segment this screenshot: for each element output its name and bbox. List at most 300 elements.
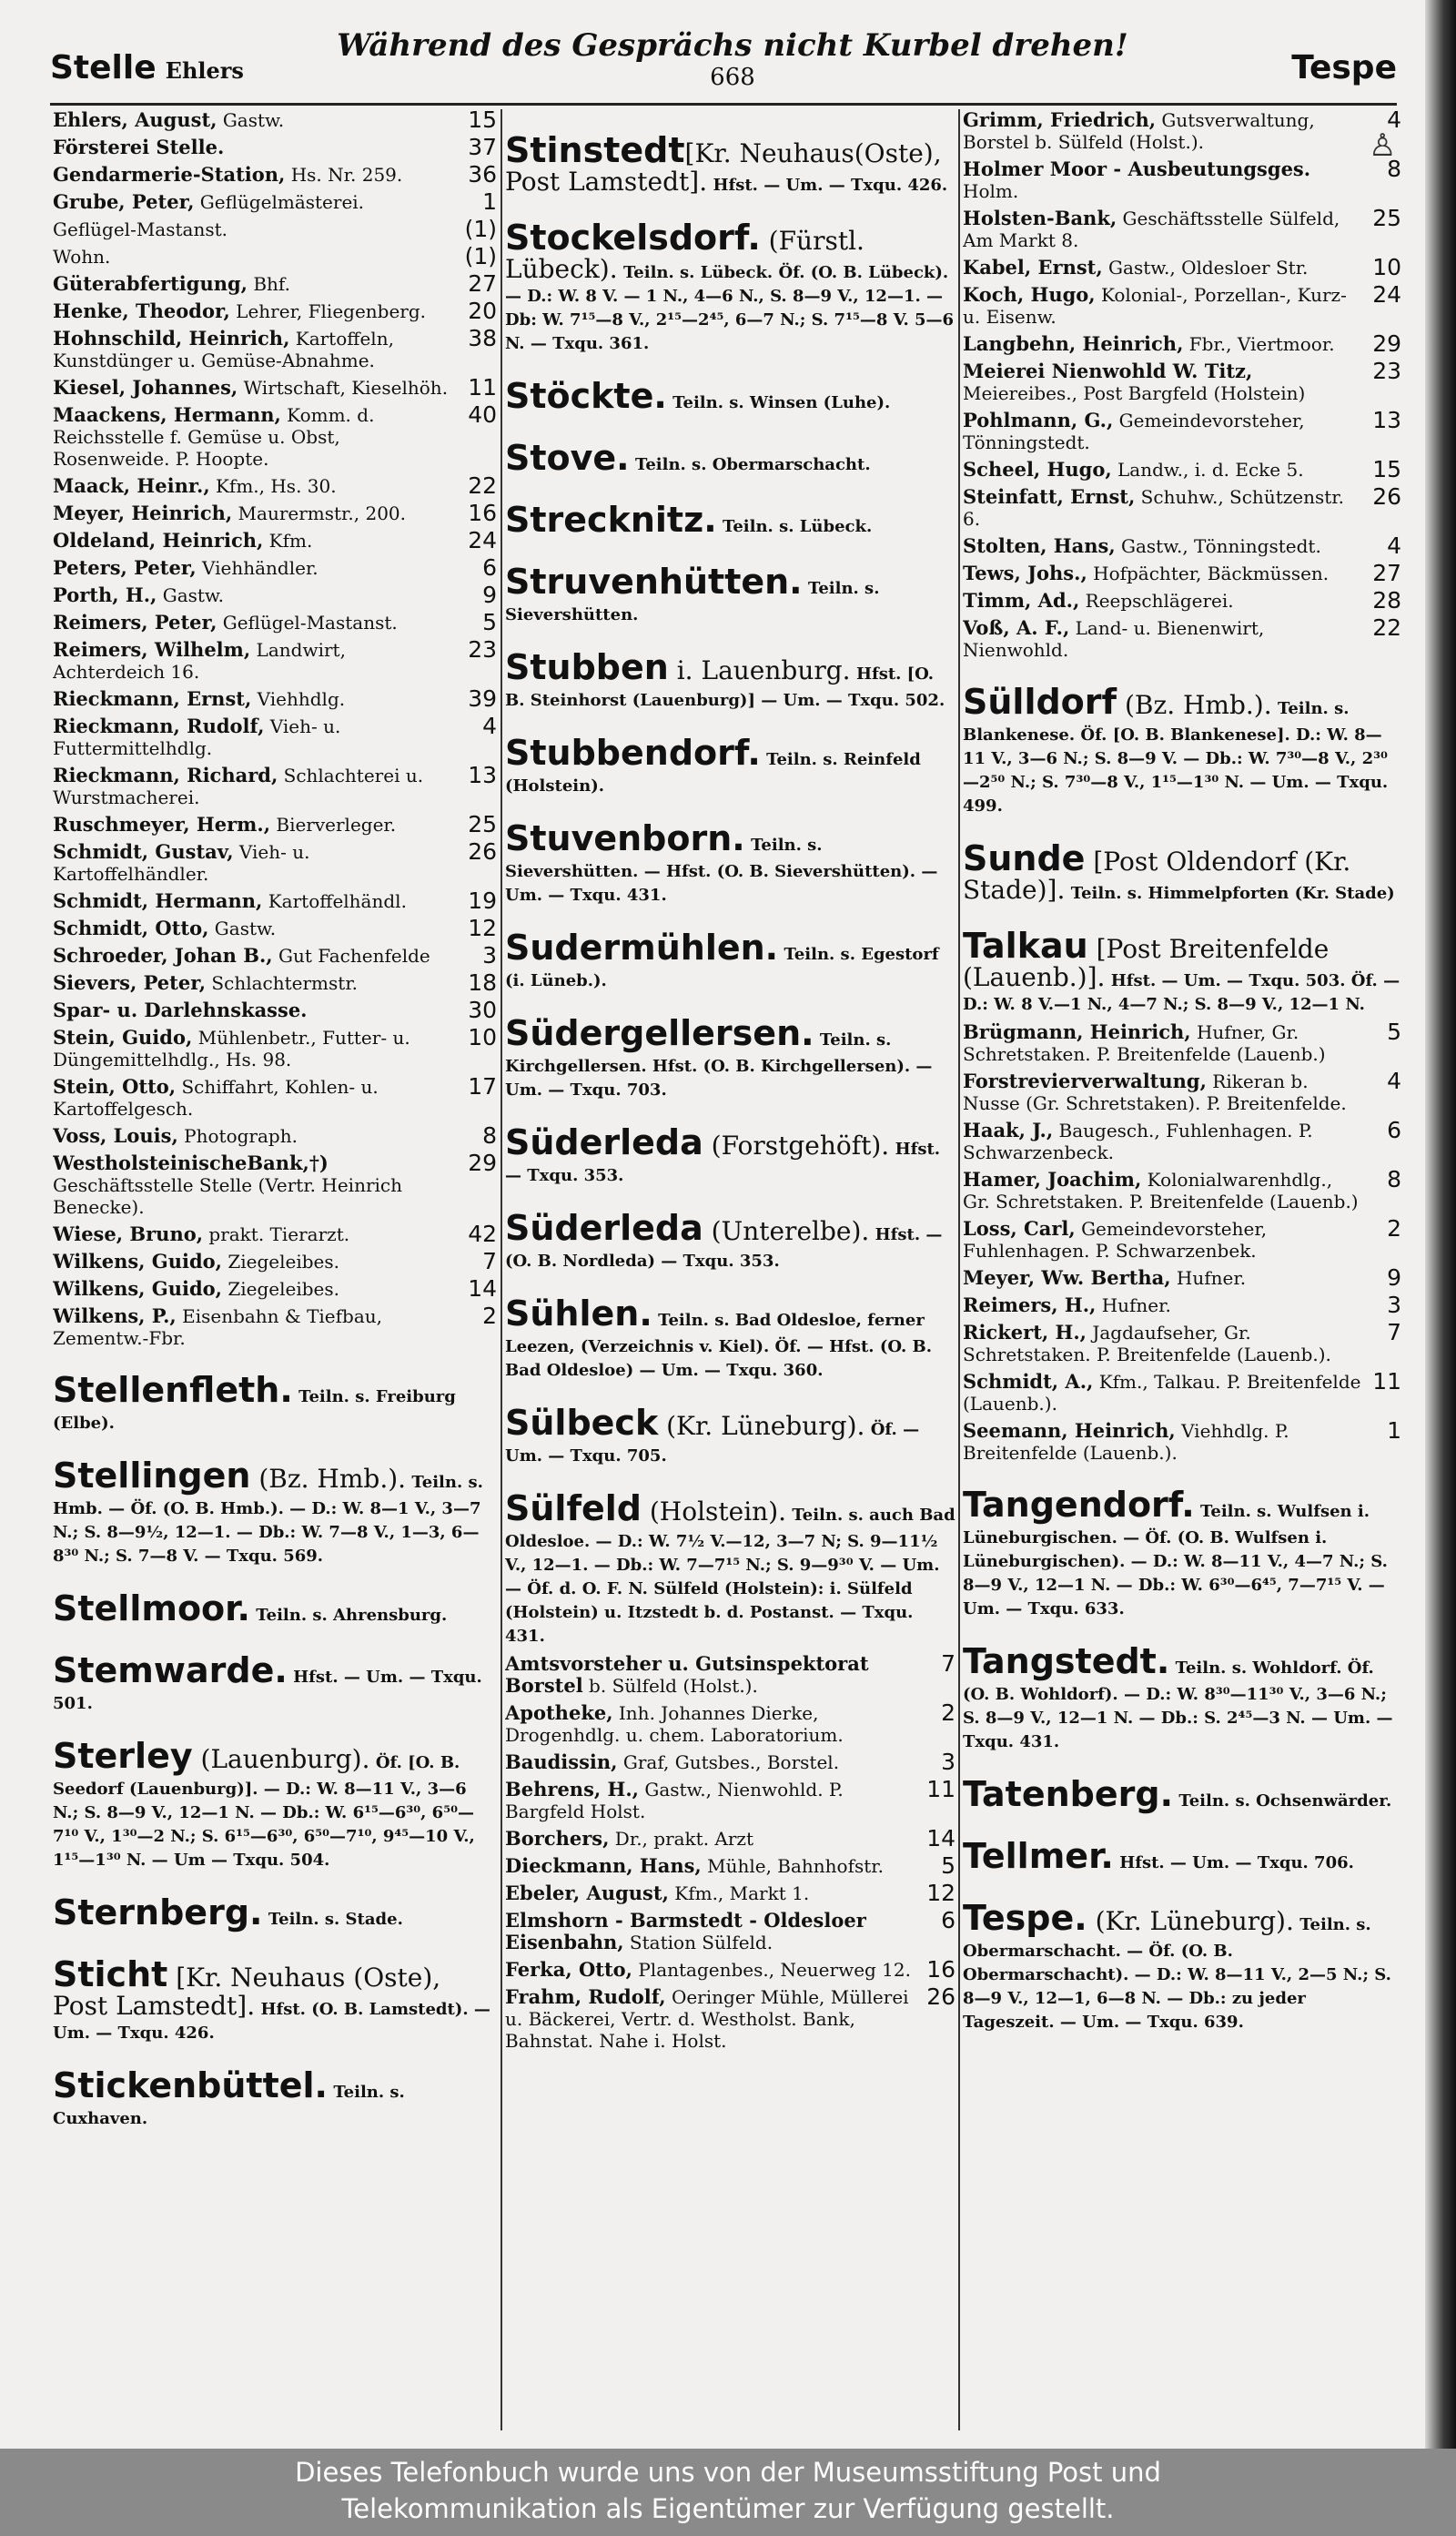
listing-entry xyxy=(505,1825,956,1851)
place-heading-block xyxy=(963,1484,1401,1620)
place-name: Tangstedt. xyxy=(963,1641,1170,1681)
listing-text xyxy=(53,688,457,710)
listing-details: Schlachterei u. Wurstmacherei. xyxy=(53,765,424,808)
listing-entry xyxy=(963,1070,1401,1114)
place-details: Teiln. s. Egestorf (i. Lüneb.). xyxy=(505,945,939,990)
listing-name: Güterabfertigung, xyxy=(53,272,248,295)
place-heading-block xyxy=(505,129,956,197)
listing-name: Meyer, Heinrich, xyxy=(53,502,233,524)
listing-name: Schroeder, Johan B., xyxy=(53,944,273,967)
place-heading-block xyxy=(505,732,956,797)
listing-details: Bhf. xyxy=(247,273,290,295)
place-qualifier: (Forstgehöft). xyxy=(703,1131,890,1161)
phone-number: 11 xyxy=(1372,1368,1401,1395)
listing-name: Rieckmann, Richard, xyxy=(53,764,278,786)
listing-name: Stein, Guido, xyxy=(53,1026,193,1049)
place-qualifier: (Holstein). xyxy=(641,1496,787,1527)
listing-name: Pohlmann, G., xyxy=(963,409,1114,431)
column-1-places xyxy=(53,1369,497,2130)
listing-name: Koch, Hugo, xyxy=(963,283,1096,306)
listing-entry xyxy=(53,161,497,188)
phone-number: 22 xyxy=(468,472,497,499)
talkau-entries xyxy=(963,1021,1401,1464)
footer-line-2: Telekommunikation als Eigentümer zur Verfügung gestellt. xyxy=(341,2493,1115,2524)
place-heading-block xyxy=(53,1649,497,1715)
phone-number: 27 xyxy=(1372,560,1401,586)
listing-text xyxy=(53,273,457,295)
listing-details: Viehhdlg. P. Breitenfelde (Lauenb.). xyxy=(963,1420,1289,1464)
listing-text xyxy=(963,535,1361,557)
listing-name: Grube, Peter, xyxy=(53,190,195,213)
listing-name: Brügmann, Heinrich, xyxy=(963,1020,1191,1043)
listing-details: Maurermstr., 200. xyxy=(232,502,407,524)
listing-entry xyxy=(505,1699,956,1746)
listing-name: Voss, Louis, xyxy=(53,1124,178,1147)
phone-number: 16 xyxy=(926,1956,956,1983)
listing-text xyxy=(53,218,457,240)
listing-text xyxy=(53,164,457,186)
listing-entry xyxy=(53,1248,497,1274)
listing-text xyxy=(963,158,1361,202)
place-name: Sudermühlen. xyxy=(505,928,779,968)
listing-text xyxy=(53,109,457,131)
listing-details: Gemeindevorsteher, Fuhlenhagen. P. Schwarzenbek. xyxy=(963,1218,1268,1262)
listing-text xyxy=(963,1420,1361,1464)
place-details: Öf. — Um. — Txqu. 705. xyxy=(505,1420,920,1466)
phone-number: 16 xyxy=(468,500,497,526)
listing-text xyxy=(53,137,457,158)
listing-entry xyxy=(963,1117,1401,1163)
column-3 xyxy=(963,109,1401,2430)
listing-text xyxy=(505,1910,915,1953)
listing-name: Reimers, H., xyxy=(963,1293,1097,1316)
listing-name: Seemann, Heinrich, xyxy=(963,1419,1176,1442)
listing-name: Ruschmeyer, Herm., xyxy=(53,813,271,836)
place-details: Teiln. s. Hmb. — Öf. (O. B. Hmb.). — D.: W. 8—1 V., 3—7 N.; S. 8—9½, 12—1. — Db.: W. 7—8 V., 1—3, 6—8³⁰ N.; S. 7—8 V. — Txqu. 569. xyxy=(53,1473,483,1566)
phone-number: 10 xyxy=(1372,254,1401,280)
listing-details: Graf, Gutsbes., Borstel. xyxy=(617,1751,840,1773)
phone-number: 3 xyxy=(941,1749,956,1775)
listing-details: Mühlenbetr., Futter- u. Düngemittelhdlg., Hs. 98. xyxy=(53,1027,410,1070)
place-name: Stubbendorf. xyxy=(505,733,761,773)
place-name: Sunde xyxy=(963,838,1086,878)
listing-entry xyxy=(963,407,1401,453)
place-heading-block xyxy=(505,217,956,355)
phone-number: 23 xyxy=(1372,358,1401,384)
listing-details: Gutsverwaltung, Borstel b. Sülfeld (Holst.). xyxy=(963,109,1315,153)
suelfeld-entries xyxy=(505,1650,956,2052)
phone-number: 29 xyxy=(1372,330,1401,357)
listing-text xyxy=(53,328,457,371)
stelle-entries xyxy=(53,109,497,1349)
place-qualifier: [Post Breitenfelde (Lauenb.)]. xyxy=(963,934,1330,992)
listing-details: Viehhdlg. xyxy=(251,688,346,710)
listing-details: Geflügel-Mastanst. xyxy=(217,612,398,634)
listing-text xyxy=(505,1751,915,1773)
footer-credit xyxy=(0,2449,1456,2536)
listing-text xyxy=(53,715,457,759)
listing-entry xyxy=(963,456,1401,482)
place-details: Teiln. s. Wulfsen i. Lüneburgischen. — Öf. (O. B. Wulfsen i. Lüneburgischen). — D.: W. 8—11 V., 4—7 N.; S. 8—9 V., 12—1 N. — Db.: W. 6³⁰—6⁴⁵, 7—7¹⁵ V. — Um. — Txqu. 633. xyxy=(963,1502,1388,1618)
listing-entry xyxy=(963,1021,1401,1065)
place-heading-block xyxy=(505,375,956,417)
listing-text xyxy=(963,1371,1361,1415)
listing-name: Behrens, H., xyxy=(505,1778,639,1801)
listing-text xyxy=(53,300,457,322)
listing-details: Kolonialwarenhdlg., Gr. Schretstaken. P. Breitenfelde (Lauenb.) xyxy=(963,1169,1359,1212)
phone-number: 39 xyxy=(468,685,497,712)
phone-number: 10 xyxy=(468,1024,497,1050)
listing-details: Vieh- u. Futtermittelhdlg. xyxy=(53,715,341,759)
listing-text xyxy=(53,999,457,1021)
place-name: Süderleda xyxy=(505,1122,703,1162)
listing-details: Hofpächter, Bäckmüssen. xyxy=(1087,563,1330,584)
place-name: Stellenfleth. xyxy=(53,1370,293,1410)
listing-name: Rieckmann, Ernst, xyxy=(53,687,252,710)
listing-text xyxy=(53,1305,457,1349)
phone-number: (1) xyxy=(464,216,497,242)
place-name: Sticht xyxy=(53,1954,168,1994)
listing-entry xyxy=(505,1882,956,1904)
phone-number: 30 xyxy=(468,997,497,1023)
listing-details: Kolonial-, Porzellan-, Kurz- u. Eisenw. xyxy=(963,284,1347,328)
listing-name: Peters, Peter, xyxy=(53,556,197,579)
listing-entry xyxy=(53,374,497,401)
listing-entry xyxy=(963,109,1401,153)
listing-details: Gastw., Oldesloer Str. xyxy=(1102,257,1309,279)
listing-entry xyxy=(53,472,497,499)
place-qualifier: [Kr. Neuhaus(Oste), Post Lamstedt]. xyxy=(505,138,942,197)
listing-text xyxy=(963,410,1361,453)
place-heading-block xyxy=(505,1012,956,1101)
listing-entry xyxy=(53,1152,497,1218)
place-details: Teiln. s. Himmelpforten (Kr. Stade) xyxy=(1070,884,1395,903)
place-details: Teiln. s. Kirchgellersen. Hfst. (O. B. Kirchgellersen). — Um. — Txqu. 703. xyxy=(505,1030,933,1100)
phone-number: 25 xyxy=(468,811,497,837)
listing-entry xyxy=(963,281,1401,328)
place-name: Südergellersen. xyxy=(505,1013,814,1053)
listing-text xyxy=(53,557,457,579)
listing-name: Frahm, Rudolf, xyxy=(505,1985,666,2008)
listing-entry xyxy=(53,890,497,912)
place-details: Teiln. s. Freiburg (Elbe). xyxy=(53,1387,456,1433)
listing-text xyxy=(53,918,457,939)
listing-details: Kfm., Hs. 30. xyxy=(209,475,337,497)
phone-number: 28 xyxy=(1372,587,1401,614)
column-3-places xyxy=(963,681,1401,1016)
header-left-sub: Ehlers xyxy=(165,57,244,84)
place-heading-block xyxy=(505,1402,956,1467)
listing-name: Oldeland, Heinrich, xyxy=(53,529,264,552)
phone-number: 26 xyxy=(468,838,497,865)
place-heading-block xyxy=(505,1487,956,1648)
listing-entry xyxy=(53,300,497,322)
place-name: Stemwarde. xyxy=(53,1650,288,1690)
listing-details: Ziegeleibes. xyxy=(221,1251,339,1273)
place-name: Stubben xyxy=(505,647,669,687)
listing-name: Hohnschild, Heinrich, xyxy=(53,327,290,350)
place-heading-block xyxy=(53,1953,497,2044)
listing-details: Schuhw., Schützenstr. 6. xyxy=(963,486,1345,530)
listing-name: Elmshorn - Barmstedt - Oldesloer Eisenbahn, xyxy=(505,1909,866,1953)
phone-number: 23 xyxy=(468,636,497,663)
phone-number: 4 xyxy=(482,713,497,739)
phone-number: 14 xyxy=(926,1825,956,1851)
place-details: Teiln. s. auch Bad Oldesloe. — D.: W. 7½ V.—12, 3—7 N; S. 9—11½ V., 12—1. — Db.: W. 7—7¹⁵ N.; S. 9—9³⁰ V. — Um. — Öf. d. O. F. N. Sülfeld (Holstein): i. Sülfeld (Holstein) u. Itzstedt b. d. Postanst. — Txqu. 431. xyxy=(505,1506,956,1646)
listing-text xyxy=(963,1267,1361,1289)
listing-entry xyxy=(53,270,497,297)
place-heading-block xyxy=(963,925,1401,1016)
place-details: Teiln. s. Wohldorf. Öf. (O. B. Wohldorf). — D.: W. 8³⁰—11³⁰ V., 3—6 N.; S. 8—9 V., 12—1 N. — Db.: S. 2⁴⁵—3 N. — Um. — Txqu. 431. xyxy=(963,1659,1393,1751)
footer-line-1: Dieses Telefonbuch wurde uns von der Museumsstiftung Post und xyxy=(295,2457,1161,2488)
column-1 xyxy=(53,109,497,2430)
listing-text xyxy=(53,1278,457,1300)
listing-text xyxy=(53,1251,457,1273)
phone-number: 40 xyxy=(468,401,497,428)
listing-name: Apotheke, xyxy=(505,1701,613,1724)
listing-entry xyxy=(505,1983,956,2052)
place-details: Hfst. — Um. — Txqu. 426. xyxy=(713,176,948,195)
place-details: Hfst. — Um. — Txqu. 503. Öf. — D.: W. 8 V.—1 N., 4—7 N.; S. 8—9 V., 12—1 N. xyxy=(963,971,1400,1014)
place-qualifier: [Kr. Neuhaus (Oste), Post Lamstedt]. xyxy=(53,1963,441,2021)
listing-entry xyxy=(53,838,497,885)
listing-entry xyxy=(963,1417,1401,1464)
listing-entry xyxy=(53,811,497,837)
phone-number: 1 xyxy=(1387,1417,1401,1444)
listing-text xyxy=(53,972,457,994)
place-heading-block xyxy=(505,499,956,541)
place-details: Teiln. s. Winsen (Luhe). xyxy=(672,393,891,412)
listing-name: Rickert, H., xyxy=(963,1321,1087,1344)
listing-name: Tews, Johs., xyxy=(963,562,1087,584)
place-heading-block xyxy=(963,681,1401,817)
phone-number: 24 xyxy=(468,527,497,553)
listing-text xyxy=(53,890,457,912)
phone-number: 9 xyxy=(482,582,497,608)
place-heading-block xyxy=(505,1121,956,1187)
listing-entry xyxy=(505,1956,956,1983)
place-heading-block xyxy=(963,1835,1401,1877)
listing-name: Holmer Moor - Ausbeutungsges. xyxy=(963,157,1311,180)
listing-entry xyxy=(53,999,497,1021)
place-details: Hfst. — (O. B. Nordleda) — Txqu. 353. xyxy=(505,1225,943,1271)
listing-entry xyxy=(53,188,497,215)
header-right: Tespe xyxy=(1291,49,1397,86)
listing-details: Ziegeleibes. xyxy=(221,1278,339,1300)
listing-details: Wirtschaft, Kieselhöh. xyxy=(238,377,449,399)
listing-text xyxy=(53,191,457,213)
listing-name: Porth, H., xyxy=(53,583,157,606)
listing-entry xyxy=(53,609,497,635)
phone-number: 26 xyxy=(926,1983,956,2010)
listing-details: Landwirt, Achterdeich 16. xyxy=(53,639,346,683)
header-notice: Während des Gesprächs nicht Kurbel drehen! xyxy=(337,27,1128,64)
listing-name: Ferka, Otto, xyxy=(505,1958,632,1981)
listing-name: Hamer, Joachim, xyxy=(963,1168,1142,1191)
listing-name: Schmidt, Gustav, xyxy=(53,840,234,863)
listing-details: Meiereibes., Post Bargfeld (Holstein) xyxy=(963,382,1306,404)
phone-number: 27 xyxy=(468,270,497,297)
phone-number: 12 xyxy=(468,915,497,941)
place-details: Teiln. s. Stade. xyxy=(268,1910,403,1929)
listing-details: Geschäftsstelle Sülfeld, Am Markt 8. xyxy=(963,208,1340,251)
phone-number: 8 xyxy=(1387,156,1401,182)
listing-name: Schmidt, Hermann, xyxy=(53,889,263,912)
phone-number: 29 xyxy=(468,1150,497,1176)
phone-number: 22 xyxy=(1372,614,1401,641)
listing-details: Hufner, Gr. Schretstaken. P. Breitenfelde (Lauenb.) xyxy=(963,1021,1326,1065)
phone-number: 17 xyxy=(468,1073,497,1100)
listing-text xyxy=(505,1882,915,1904)
phone-number: 26 xyxy=(1372,483,1401,510)
listing-details: Jagdaufseher, Gr. Schretstaken. P. Breitenfelde (Lauenb.). xyxy=(963,1322,1331,1365)
phone-number: 7 xyxy=(941,1650,956,1677)
place-qualifier: (Lauenburg). xyxy=(192,1744,370,1774)
column-3-places-2 xyxy=(963,1484,1401,2034)
listing-entry xyxy=(53,554,497,581)
place-heading-block xyxy=(505,1207,956,1273)
phone-number: 7 xyxy=(1387,1319,1401,1345)
suelfeld-entries-cont xyxy=(963,109,1401,661)
listing-entry xyxy=(963,1294,1401,1316)
listing-details: Geflügel-Mastanst. xyxy=(53,218,228,240)
place-name: Stellingen xyxy=(53,1456,251,1496)
phone-number: 5 xyxy=(1387,1019,1401,1045)
phone-number: 3 xyxy=(1387,1292,1401,1318)
place-qualifier: (Unterelbe). xyxy=(703,1216,870,1246)
phone-number: 4 xyxy=(1387,109,1401,133)
listing-entry xyxy=(53,584,497,606)
phone-number: 9 xyxy=(1387,1264,1401,1291)
listing-entry xyxy=(53,1122,497,1149)
listing-text xyxy=(53,377,457,399)
listing-entry xyxy=(53,762,497,808)
listing-text xyxy=(963,563,1361,584)
listing-text xyxy=(505,1855,915,1877)
phone-number: 13 xyxy=(468,762,497,788)
listing-details: Rikeran b. Nusse (Gr. Schretstaken). P. Breitenfelde. xyxy=(963,1070,1347,1114)
listing-entry xyxy=(505,1776,956,1822)
listing-entry xyxy=(963,560,1401,586)
place-heading-block xyxy=(505,646,956,712)
listing-text xyxy=(53,475,457,497)
listing-name: Spar- u. Darlehnskasse. xyxy=(53,999,308,1021)
listing-text xyxy=(505,1986,915,2052)
listing-entry xyxy=(963,1264,1401,1291)
place-name: Sühlen. xyxy=(505,1293,652,1334)
phone-number: 6 xyxy=(1387,1117,1401,1143)
place-name: Sternberg. xyxy=(53,1892,263,1932)
place-details: Hfst. [O. B. Steinhorst (Lauenburg)] — Um. — Txqu. 502. xyxy=(505,664,945,710)
listing-details: Bierverleger. xyxy=(270,814,397,836)
listing-entry xyxy=(963,1368,1401,1415)
scan-mark-icon: ♙ xyxy=(1369,127,1397,164)
phone-number: (1) xyxy=(464,243,497,269)
listing-details: Dr., prakt. Arzt xyxy=(609,1828,754,1850)
listing-name: Voß, A. F., xyxy=(963,616,1070,639)
listing-entry xyxy=(963,158,1401,202)
listing-text xyxy=(53,502,457,524)
place-heading-block xyxy=(505,437,956,479)
listing-details: Gastw., Tönningstedt. xyxy=(1115,535,1321,557)
listing-name: Holsten-Bank, xyxy=(963,207,1117,229)
listing-entry xyxy=(963,360,1401,404)
place-name: Sterley xyxy=(53,1736,193,1776)
listing-text xyxy=(963,1294,1361,1316)
place-name: Tangendorf. xyxy=(963,1485,1195,1525)
listing-entry xyxy=(53,1223,497,1245)
listing-entry xyxy=(505,1852,956,1879)
listing-text xyxy=(53,1223,457,1245)
listing-details: Gastw. xyxy=(217,109,285,131)
place-heading-block xyxy=(963,837,1401,905)
place-name: Struvenhütten. xyxy=(505,562,803,602)
listing-name: Sievers, Peter, xyxy=(53,971,207,994)
listing-details: Baugesch., Fuhlenhagen. P. Schwarzenbeck. xyxy=(963,1120,1313,1163)
listing-details: Viehhändler. xyxy=(196,557,318,579)
listing-text xyxy=(53,1027,457,1070)
listing-entry xyxy=(53,401,497,470)
listing-details: Hufner. xyxy=(1170,1267,1247,1289)
phone-number: 42 xyxy=(468,1221,497,1247)
place-name: Talkau xyxy=(963,926,1088,966)
listing-details: Mühle, Bahnhofstr. xyxy=(701,1855,885,1877)
listing-details: Gastw. xyxy=(208,918,277,939)
place-details: Teiln. s. Obermarschacht. xyxy=(634,455,871,474)
listing-text xyxy=(53,945,457,967)
phone-number: 8 xyxy=(482,1122,497,1149)
listing-entry xyxy=(53,636,497,683)
phone-number: 3 xyxy=(482,942,497,969)
listing-name: Rieckmann, Rudolf, xyxy=(53,715,265,737)
place-name: Sülfeld xyxy=(505,1488,642,1528)
header-left-word: Stelle xyxy=(50,49,157,86)
place-name: Stuvenborn. xyxy=(505,818,745,858)
listing-name: WestholsteinischeBank,†) xyxy=(53,1151,329,1174)
listing-text xyxy=(963,1120,1361,1163)
place-details: Teiln. s. Blankenese. Öf. [O. B. Blankenese]. D.: W. 8—11 V., 3—6 N.; S. 8—9 V. — Db.: W. 7³⁰—8 V., 2³⁰—2⁵⁰ N.; S. 7³⁰—8 V., 1¹⁵—1³⁰ N. — Um. — Txqu. 499. xyxy=(963,699,1389,816)
listing-details: Photograph. xyxy=(177,1125,298,1147)
header-rule xyxy=(50,103,1397,106)
listing-name: Ehlers, August, xyxy=(53,109,217,131)
place-heading-block xyxy=(53,1369,497,1435)
place-heading-block xyxy=(963,1897,1401,2034)
listing-name: Stein, Otto, xyxy=(53,1075,177,1098)
listing-text xyxy=(505,1828,915,1850)
listing-entry xyxy=(963,1215,1401,1262)
listing-details: Geschäftsstelle Stelle (Vertr. Heinrich Benecke). xyxy=(53,1174,402,1218)
listing-name: Timm, Ad., xyxy=(963,589,1080,612)
place-details: Teiln. s. Ahrensburg. xyxy=(256,1606,448,1625)
listing-entry xyxy=(53,685,497,712)
phone-number: 6 xyxy=(941,1907,956,1933)
place-name: Stickenbüttel. xyxy=(53,2065,328,2105)
listing-details: Hufner. xyxy=(1096,1294,1171,1316)
listing-details: Lehrer, Fliegenberg. xyxy=(229,300,427,322)
phone-number: 14 xyxy=(468,1275,497,1302)
listing-text xyxy=(963,360,1361,404)
listing-text xyxy=(53,1125,457,1147)
listing-name: Kabel, Ernst, xyxy=(963,256,1103,279)
listing-entry xyxy=(505,1751,956,1773)
place-name: Stockelsdorf. xyxy=(505,218,761,258)
listing-entry xyxy=(53,527,497,553)
listing-details: Gut Fachenfelde xyxy=(272,945,430,967)
listing-text xyxy=(963,590,1361,612)
header-left xyxy=(50,49,244,86)
phone-number: 2 xyxy=(941,1699,956,1726)
listing-name: Stolten, Hans, xyxy=(963,534,1116,557)
